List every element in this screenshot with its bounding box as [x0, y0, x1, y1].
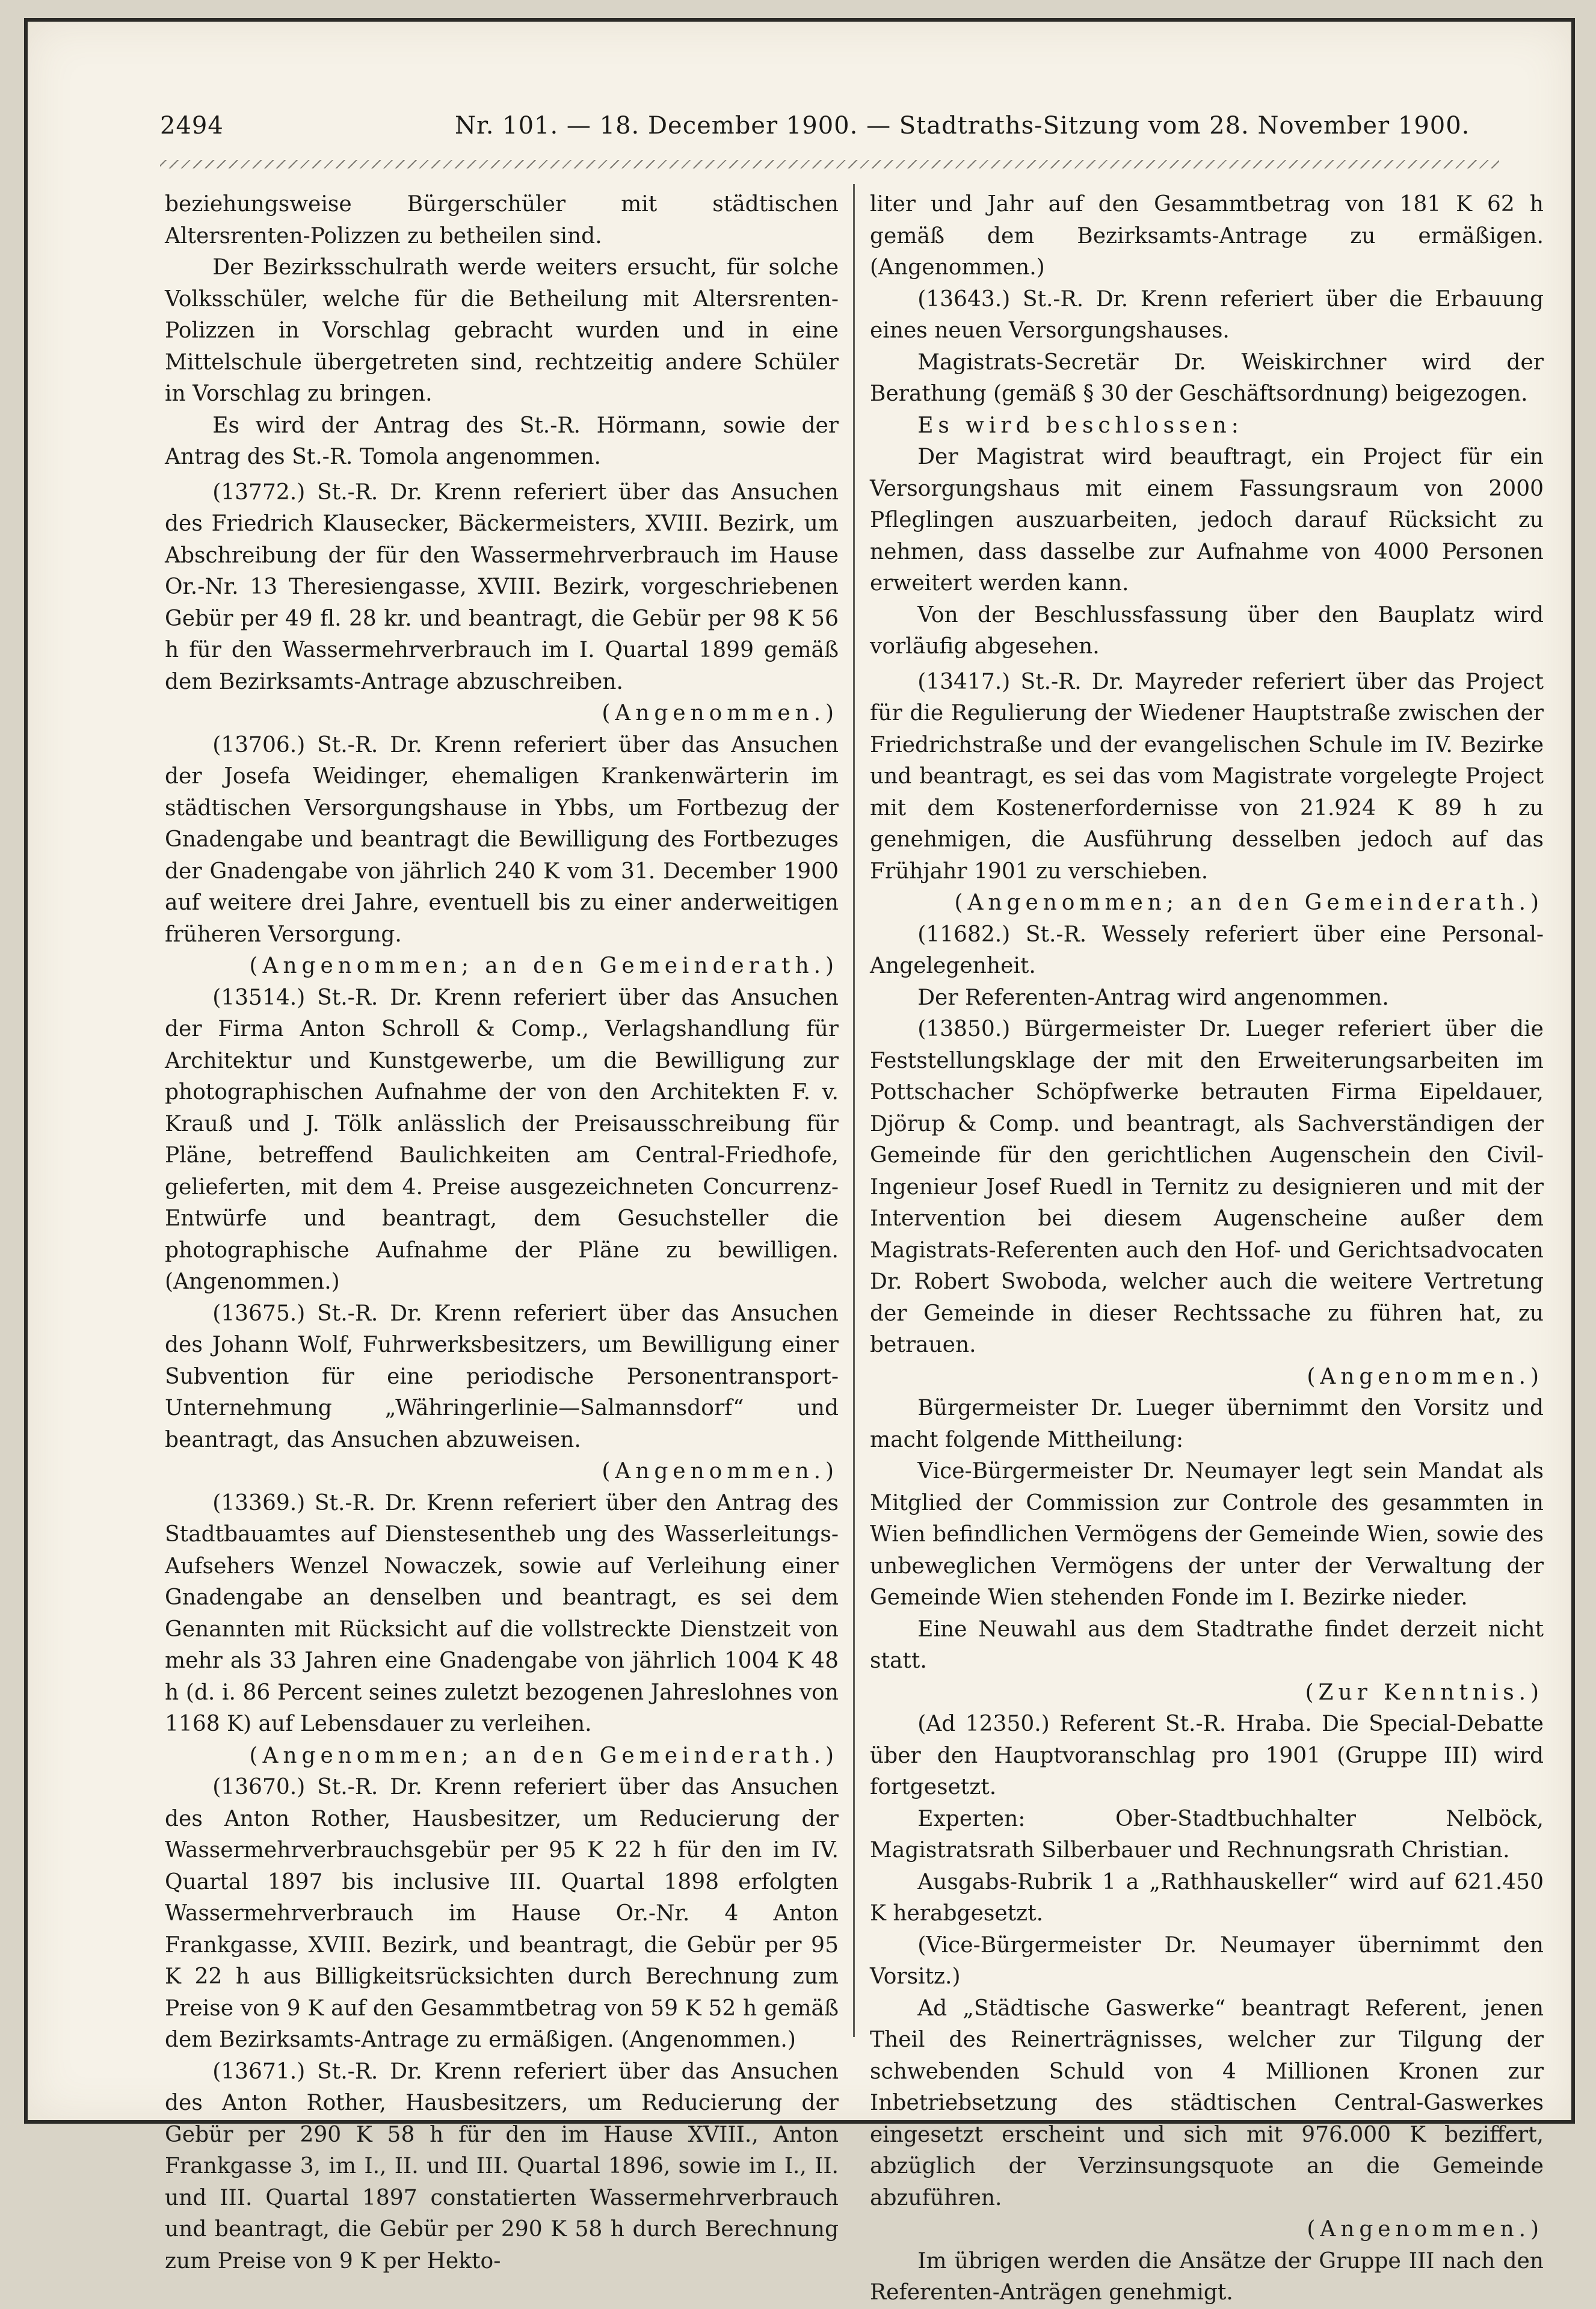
resolution-note: (Angenommen.): [602, 1459, 839, 1484]
paragraph: Bürgermeister Dr. Lueger übernimmt den Vorsitz und macht folgende Mittheilung:: [870, 1396, 1544, 1452]
page-number: 2494: [160, 112, 224, 140]
paragraph: (Ad 12350.) Referent St.-R. Hraba. Die Special-Debatte über den Hauptvoranschlag pro 1901 (Gruppe III) wird fortgesetzt.: [870, 1712, 1544, 1799]
paragraph: (13643.) St.-R. Dr. Krenn referiert über die Erbauung eines neuen Versorgungshauses.: [870, 286, 1544, 343]
paragraph: Ausgabs-Rubrik 1 a „Rathhauskeller“ wird auf 621.450 K herabgesetzt.: [870, 1869, 1544, 1926]
paragraph: liter und Jahr auf den Gesammtbetrag von 181 K 62 h gemäß dem Bezirksamts-Antrage zu ermäßigen. (Angenommen.): [870, 192, 1544, 280]
paragraph: Es wird der Antrag des St.-R. Hörmann, sowie der Antrag des St.-R. Tomola angenommen.: [165, 413, 839, 469]
resolution-note: (Zur Kenntnis.): [1305, 1680, 1544, 1705]
paragraph: beziehungsweise Bürgerschüler mit städtischen Altersrenten-Polizzen zu betheilen sind.: [165, 192, 839, 248]
paragraph: (13369.) St.-R. Dr. Krenn referiert über den Antrag des Stadtbauamtes auf Dienstesentheb ung des Wasserleitungs-Aufsehers Wenzel Nowaczek, sowie auf Verleihung einer Gnadengabe an denselben und beantragt, es sei dem Genannten mit Rücksicht auf die vollstreckte Dienstzeit von mehr als 33 Jahren eine Gnadengabe von jährlich 1004 K 48 h (d. i. 86 Percent seines zuletzt bezogenen Jahreslohnes von 1168 K) auf Lebensdauer zu verleihen.: [165, 1490, 839, 1736]
paragraph: (13670.) St.-R. Dr. Krenn referiert über das Ansuchen des Anton Rother, Hausbesitzer, um Reducierung der Wassermehrverbrauchsgebür per 95 K 22 h für den im IV. Quartal 1897 bis inclusive III. Quartal 1898 erfolgten Wassermehrverbrauch im Hause Or.-Nr. 4 Anton Frankgasse, XVIII. Bezirk, und beantragt, die Gebür per 95 K 22 h aus Billigkeitsrücksichten durch Berechnung zum Preise von 9 K auf den Gesammtbetrag von 59 K 52 h gemäß dem Bezirksamts-Antrage zu ermäßigen. (Angenommen.): [165, 1775, 839, 2052]
paragraph: Im übrigen werden die Ansätze der Gruppe III nach den Referenten-Anträgen genehmigt.: [870, 2248, 1544, 2305]
page-header: [160, 99, 1499, 153]
paragraph: Ad „Städtische Gaswerke“ beantragt Referent, jenen Theil des Reinerträgnisses, welcher zur Tilgung der schwebenden Schuld von 4 Millionen Kronen zur Inbetriebsetzung des städtischen Central-Gaswerkes eingesetzt erscheint und sich mit 976.000 K beziffert, abzüglich der Verzinsungsquote an die Gemeinde abzuführen.: [870, 1996, 1544, 2210]
column-divider: [853, 184, 855, 2037]
resolution-note: (Angenommen; an den Gemeinderath.): [954, 890, 1544, 915]
resolution-note: (Angenommen.): [1307, 2217, 1544, 2242]
paragraph: Eine Neuwahl aus dem Stadtrathe findet derzeit nicht statt.: [870, 1617, 1544, 1673]
paragraph: Vice-Bürgermeister Dr. Neumayer legt sein Mandat als Mitglied der Commission zur Controle des gesammten in Wien befindlichen Vermögens der Gemeinde Wien, sowie des unbeweglichen Vermögens der unter der Verwaltung der Gemeinde Wien stehenden Fonde im I. Bezirke nieder.: [870, 1459, 1544, 1610]
left-column: [165, 189, 839, 2277]
paragraph: (13772.) St.-R. Dr. Krenn referiert über das Ansuchen des Friedrich Klausecker, Bäckermeisters, XVIII. Bezirk, um Abschreibung der für den Wassermehrverbrauch im Hause Or.-Nr. 13 Theresiengasse, XVIII. Bezirk, vorgeschriebenen Gebür per 49 fl. 28 kr. und beantragt, die Gebür per 98 K 56 h für den Wassermehrverbrauch im I. Quartal 1899 gemäß dem Bezirksamts-Antrage abzuschreiben.: [165, 479, 839, 694]
resolution-note: (Angenommen; an den Gemeinderath.): [249, 1743, 839, 1768]
paragraph: (Vice-Bürgermeister Dr. Neumayer übernimmt den Vorsitz.): [870, 1932, 1544, 1989]
resolution-note: (Angenommen; an den Gemeinderath.): [249, 954, 839, 978]
paragraph: (13671.) St.-R. Dr. Krenn referiert über das Ansuchen des Anton Rother, Hausbesitzers, um Reducierung der Gebür per 290 K 58 h für den im Hause XVIII., Anton Frankgasse 3, im I., II. und III. Quartal 1896, sowie im I., II. und III. Quartal 1897 constatierten Wassermehrverbrauch und beantragt, die Gebür per 290 K 58 h durch Berechnung zum Preise von 9 K per Hekto-: [165, 2059, 839, 2274]
resolution-note: (Angenommen.): [1307, 1364, 1544, 1389]
paragraph: Der Bezirksschulrath werde weiters ersucht, für solche Volksschüler, welche für die Betheilung mit Altersrenten-Polizzen in Vorschlag gebracht wurden und in eine Mittelschule übergetreten sind, rechtzeitig andere Schüler in Vorschlag zu bringen.: [165, 255, 839, 406]
paragraph: (11682.) St.-R. Wessely referiert über eine Personal-Angelegenheit.: [870, 922, 1544, 978]
paragraph: Der Magistrat wird beauftragt, ein Project für ein Versorgungshaus mit einem Fassungsraum von 2000 Pfleglingen auszuarbeiten, jedoch darauf Rücksicht zu nehmen, dass dasselbe zur Aufnahme von 4000 Personen erweitert werden kann.: [870, 445, 1544, 596]
paragraph: (13706.) St.-R. Dr. Krenn referiert über das Ansuchen der Josefa Weidinger, ehemaligen Krankenwärterin im städtischen Versorgungshause in Ybbs, um Fortbezug der Gnadengabe und beantragt die Bewilligung des Fortbezuges der Gnadengabe von jährlich 240 K vom 31. December 1900 auf weitere drei Jahre, eventuell bis zu einer anderweitigen früheren Versorgung.: [165, 732, 839, 947]
header-rule: [160, 160, 1499, 168]
resolution-note: (Angenommen.): [602, 701, 839, 726]
running-title: Nr. 101. — 18. December 1900. — Stadtraths-Sitzung vom 28. November 1900.: [455, 112, 1470, 140]
paragraph: Es wird beschlossen:: [917, 413, 1243, 438]
paragraph: Von der Beschlussfassung über den Bauplatz wird vorläufig abgesehen.: [870, 602, 1544, 659]
paragraph: (13675.) St.-R. Dr. Krenn referiert über das Ansuchen des Johann Wolf, Fuhrwerksbesitzers, um Bewilligung einer Subvention für eine periodische Personentransport-Unternehmung „Währingerlinie—Salmannsdorf“ und beantragt, das Ansuchen abzuweisen.: [165, 1301, 839, 1452]
paragraph: Magistrats-Secretär Dr. Weiskirchner wird der Berathung (gemäß § 30 der Geschäftsordnung) beigezogen.: [870, 350, 1544, 406]
paragraph: Experten: Ober-Stadtbuchhalter Nelböck, Magistratsrath Silberbauer und Rechnungsrath Christian.: [870, 1806, 1544, 1863]
right-column: [870, 189, 1544, 2309]
paragraph: (13850.) Bürgermeister Dr. Lueger referiert über die Feststellungsklage der mit den Erweiterungsarbeiten im Pottschacher Schöpfwerke betrauten Firma Eipeldauer, Djörup & Comp. und beantragt, als Sachverständigen der Gemeinde für den gerichtlichen Augenschein den Civil-Ingenieur Josef Ruedl in Ternitz zu designieren und mit der Intervention bei diesem Augenscheine außer dem Magistrats-Referenten auch den Hof- und Gerichtsadvocaten Dr. Robert Swoboda, welcher auch die weitere Vertretung der Gemeinde in dieser Rechtssache zu führen hat, zu betrauen.: [870, 1017, 1544, 1357]
paragraph: (13514.) St.-R. Dr. Krenn referiert über das Ansuchen der Firma Anton Schroll & Comp., Verlagshandlung für Architektur und Kunstgewerbe, um die Bewilligung zur photographischen Aufnahme der von den Architekten F. v. Krauß und J. Tölk anlässlich der Preisausschreibung für Pläne, betreffend Baulichkeiten am Central-Friedhofe, gelieferten, mit dem 4. Preise ausgezeichneten Concurrenz-Entwürfe und beantragt, dem Gesuchsteller die photographische Aufnahme der Pläne zu bewilligen. (Angenommen.): [165, 985, 839, 1294]
paragraph: Der Referenten-Antrag wird angenommen.: [917, 985, 1389, 1010]
newspaper-page: [24, 18, 1575, 2305]
paragraph: (13417.) St.-R. Dr. Mayreder referiert über das Project für die Regulierung der Wiedener Hauptstraße zwischen der Friedrichstraße und der evangelischen Schule im IV. Bezirke und beantragt, es sei das vom Magistrate vorgelegte Project mit dem Kostenerfordernisse von 21.924 K 89 h zu genehmigen, die Ausführung desselben jedoch auf das Frühjahr 1901 zu verschieben.: [870, 669, 1544, 884]
